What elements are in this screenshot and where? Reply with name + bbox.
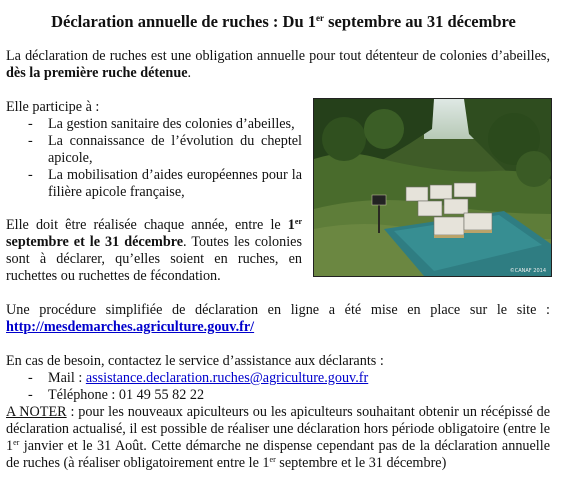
contact-list: [6, 370, 546, 404]
note-label: A NOTER: [6, 404, 67, 420]
list-item: - La mobilisation d’aides européennes pour la filière apicole française,: [28, 167, 302, 200]
photo-credit: ©CANAF 2014: [509, 268, 546, 274]
apiary-photo: [313, 98, 552, 277]
contact-mail: - Mail : assistance.declaration.ruches@agriculture.gouv.fr: [28, 370, 369, 386]
support-intro: En cas de besoin, contactez le service d’assistance aux déclarants :: [6, 353, 384, 369]
support-email-link[interactable]: assistance.declaration.ruches@agriculture.gouv.fr: [85, 370, 369, 386]
mesdemarches-link[interactable]: http://mesdemarches.agriculture.gouv.fr/: [6, 319, 255, 335]
note-paragraph: A NOTER : pour les nouveaux apiculteurs ou les apiculteurs souhaitant obtenir un récépissé de déclaration actualisé, il est possible de réaliser une déclaration hors période obligatoire (entre le 1er janvier et le 31 Août. Cette démarche ne dispense cependant pas de la déclaration annuelle de ruches (à réaliser obligatoirement entre le 1er septembre et le 31 décembre): [6, 404, 551, 471]
list-item: - La gestion sanitaire des colonies d’abeilles,: [28, 116, 295, 132]
procedure-paragraph: Une procédure simplifiée de déclaration en ligne a été mise en place sur le site : http://mesdemarches.agriculture.gouv.fr/: [6, 302, 550, 335]
intro-paragraph: La déclaration de ruches est une obligation annuelle pour tout détenteur de colonies d’abeilles, dès la première ruche détenue.: [6, 48, 550, 81]
contact-phone: - Téléphone : 01 49 55 82 22: [28, 387, 205, 403]
list-item: - La connaissance de l’évolution du cheptel apicole,: [28, 133, 302, 166]
page-title: Déclaration annuelle de ruches : Du 1er septembre au 31 décembre: [51, 12, 516, 31]
goals-list: [6, 116, 302, 201]
apiary-illustration: [314, 99, 551, 276]
participe-heading: Elle participe à :: [6, 99, 100, 115]
timing-paragraph: Elle doit être réalisée chaque année, entre le 1er septembre et le 31 décembre. Toutes les colonies sont à déclarer, qu’elles soient en ruches, en ruchettes ou ruchettes de fécondation.: [6, 217, 302, 284]
